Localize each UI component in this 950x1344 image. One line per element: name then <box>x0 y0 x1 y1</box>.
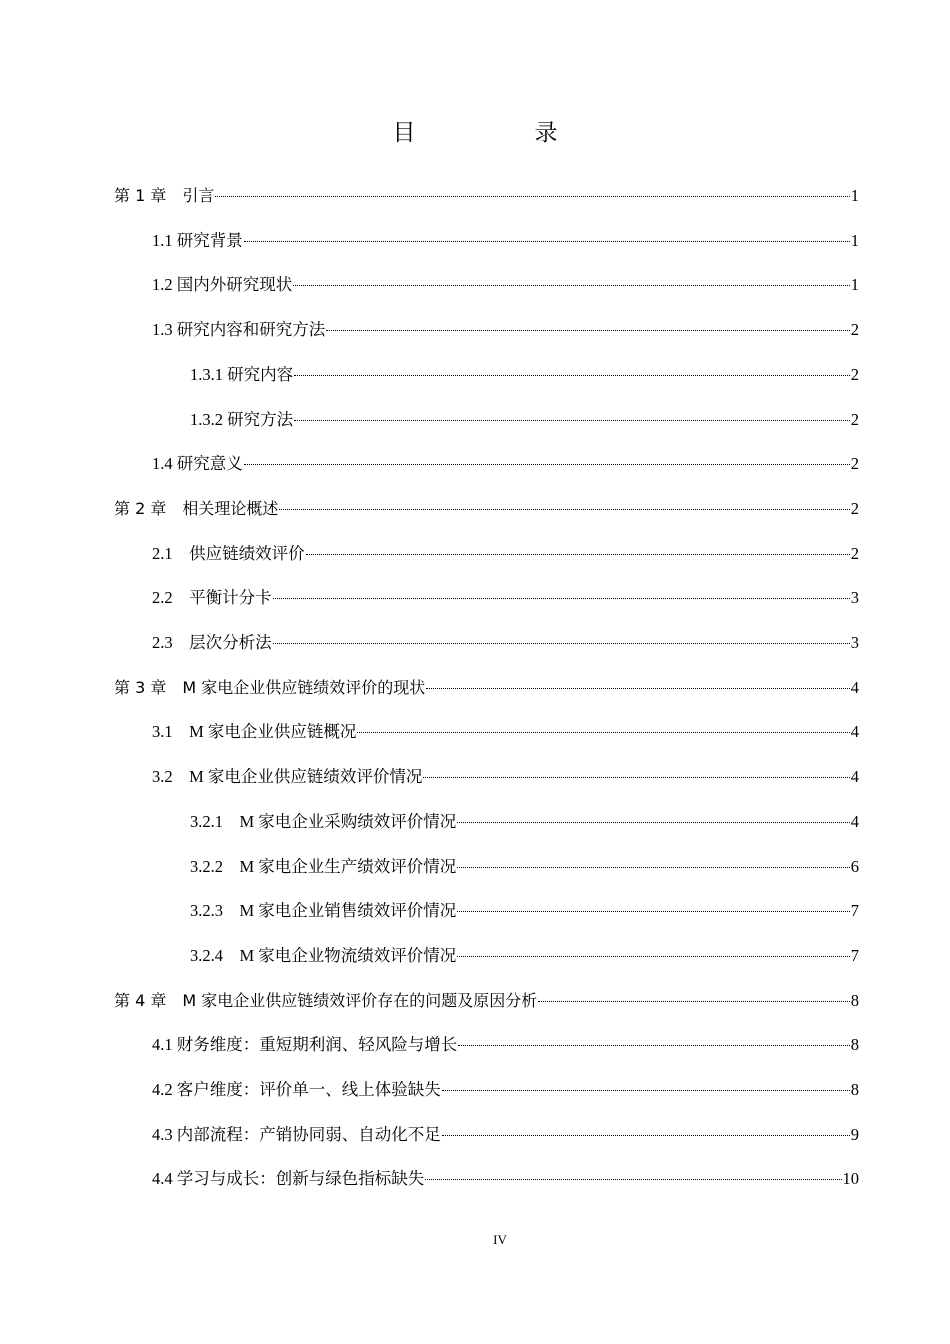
toc-entry[interactable] <box>190 807 859 837</box>
toc-entry[interactable] <box>152 1120 859 1150</box>
toc-dot-leader <box>425 1179 841 1180</box>
toc-entry[interactable] <box>152 1030 859 1060</box>
toc-dot-leader <box>279 509 849 510</box>
toc-entry-label: 3.2.4 M 家电企业物流绩效评价情况 <box>190 945 457 965</box>
toc-dot-leader <box>458 1045 850 1046</box>
toc-title: 目 录 <box>392 120 606 146</box>
toc-entry-label: 4.3 内部流程：产销协同弱、自动化不足 <box>152 1124 441 1144</box>
toc-dot-leader <box>442 1090 850 1091</box>
toc-entry-page: 8 <box>850 1035 859 1055</box>
toc-entry-page: 10 <box>842 1169 859 1189</box>
toc-entry-page: 1 <box>850 186 859 205</box>
toc-entry-page: 4 <box>850 767 859 787</box>
toc-entry-page: 4 <box>850 722 859 742</box>
toc-entry[interactable] <box>152 628 859 658</box>
toc-entry-page: 8 <box>850 1080 859 1099</box>
toc-entry-label: 2.3 层次分析法 <box>152 633 272 652</box>
toc-entry-label: 1.2 国内外研究现状 <box>152 275 293 295</box>
toc-entry[interactable] <box>152 539 859 569</box>
toc-dot-leader <box>457 822 849 823</box>
toc-entry-page: 2 <box>850 320 859 340</box>
toc-dot-leader <box>538 1001 850 1002</box>
toc-entry-label: 4.2 客户维度：评价单一、线上体验缺失 <box>152 1080 441 1099</box>
toc-entry-page: 2 <box>850 409 859 429</box>
toc-dot-leader <box>457 867 849 868</box>
toc-dot-leader <box>273 598 850 599</box>
toc-entry-page: 6 <box>850 856 859 876</box>
toc-dot-leader <box>457 911 849 912</box>
toc-entry-page: 4 <box>850 811 859 831</box>
toc-entry[interactable] <box>152 762 859 792</box>
toc-dot-leader <box>273 643 850 644</box>
toc-entry-label: 1.3.2 研究方法 <box>190 409 294 429</box>
toc-entry-page: 2 <box>850 454 859 474</box>
toc-entry-label: 2.2 平衡计分卡 <box>152 588 272 608</box>
toc-entry[interactable] <box>152 315 859 345</box>
toc-entry[interactable] <box>190 941 859 971</box>
toc-dot-leader <box>215 196 849 197</box>
toc-entry[interactable] <box>114 181 859 211</box>
toc-entry[interactable] <box>190 852 859 882</box>
toc-entry-page: 9 <box>850 1124 859 1144</box>
toc-entry-label: 第 4 章 M 家电企业供应链绩效评价存在的问题及原因分析 <box>114 990 538 1010</box>
toc-entry[interactable] <box>114 673 859 703</box>
toc-entry-page: 2 <box>850 498 859 518</box>
toc-entry-label: 1.1 研究背景 <box>152 230 243 250</box>
toc-entry-label: 第 1 章 引言 <box>114 186 215 205</box>
toc-entry[interactable] <box>114 494 859 524</box>
toc-entry-label: 第 2 章 相关理论概述 <box>114 498 279 518</box>
toc-entry[interactable] <box>190 405 859 435</box>
toc-dot-leader <box>293 285 850 286</box>
toc-entry-page: 1 <box>850 230 859 250</box>
page-number: IV <box>493 1232 507 1247</box>
toc-entry-label: 2.1 供应链绩效评价 <box>152 543 305 563</box>
toc-entry[interactable] <box>152 226 859 256</box>
toc-dot-leader <box>294 375 850 376</box>
toc-entry[interactable] <box>190 896 859 926</box>
toc-dot-leader <box>244 464 850 465</box>
toc-entry-page: 8 <box>850 990 859 1010</box>
toc-entry-label: 3.2 M 家电企业供应链绩效评价情况 <box>152 767 423 787</box>
toc-entry-page: 7 <box>850 901 859 921</box>
toc-entry-label: 3.1 M 家电企业供应链概况 <box>152 722 357 742</box>
toc-dot-leader <box>326 330 850 331</box>
toc-dot-leader <box>423 777 849 778</box>
toc-entry-label: 1.3 研究内容和研究方法 <box>152 320 326 340</box>
toc-entry-page: 7 <box>850 945 859 965</box>
toc-entry-label: 3.2.1 M 家电企业采购绩效评价情况 <box>190 811 457 831</box>
toc-dot-leader <box>457 956 849 957</box>
toc-entry[interactable] <box>152 1164 859 1194</box>
toc-entry[interactable] <box>152 449 859 479</box>
toc-entry-page: 1 <box>850 275 859 295</box>
toc-entry-label: 1.4 研究意义 <box>152 454 243 474</box>
toc-entry-label: 第 3 章 M 家电企业供应链绩效评价的现状 <box>114 677 426 697</box>
toc-dot-leader <box>426 688 850 689</box>
toc-dot-leader <box>357 732 849 733</box>
toc-entry-label: 3.2.3 M 家电企业销售绩效评价情况 <box>190 901 457 921</box>
toc-dot-leader <box>244 241 850 242</box>
toc-entry[interactable] <box>152 270 859 300</box>
toc-entry-page: 3 <box>850 588 859 608</box>
toc-entry-page: 2 <box>850 364 859 384</box>
toc-entry[interactable] <box>190 360 859 390</box>
toc-entry[interactable] <box>152 1075 859 1105</box>
toc-entry-label: 4.1 财务维度：重短期利润、轻风险与增长 <box>152 1035 458 1055</box>
toc-entry[interactable] <box>114 986 859 1016</box>
toc-entry-page: 4 <box>850 677 859 697</box>
toc-dot-leader <box>294 420 850 421</box>
toc-dot-leader <box>442 1135 850 1136</box>
toc-entry-label: 4.4 学习与成长：创新与绿色指标缺失 <box>152 1169 425 1189</box>
toc-entry-label: 1.3.1 研究内容 <box>190 364 294 384</box>
toc-entry-label: 3.2.2 M 家电企业生产绩效评价情况 <box>190 856 457 876</box>
toc-dot-leader <box>306 554 850 555</box>
toc-entry-page: 3 <box>850 633 859 652</box>
toc-entry[interactable] <box>152 717 859 747</box>
toc-entry-page: 2 <box>850 543 859 563</box>
toc-entry[interactable] <box>152 583 859 613</box>
